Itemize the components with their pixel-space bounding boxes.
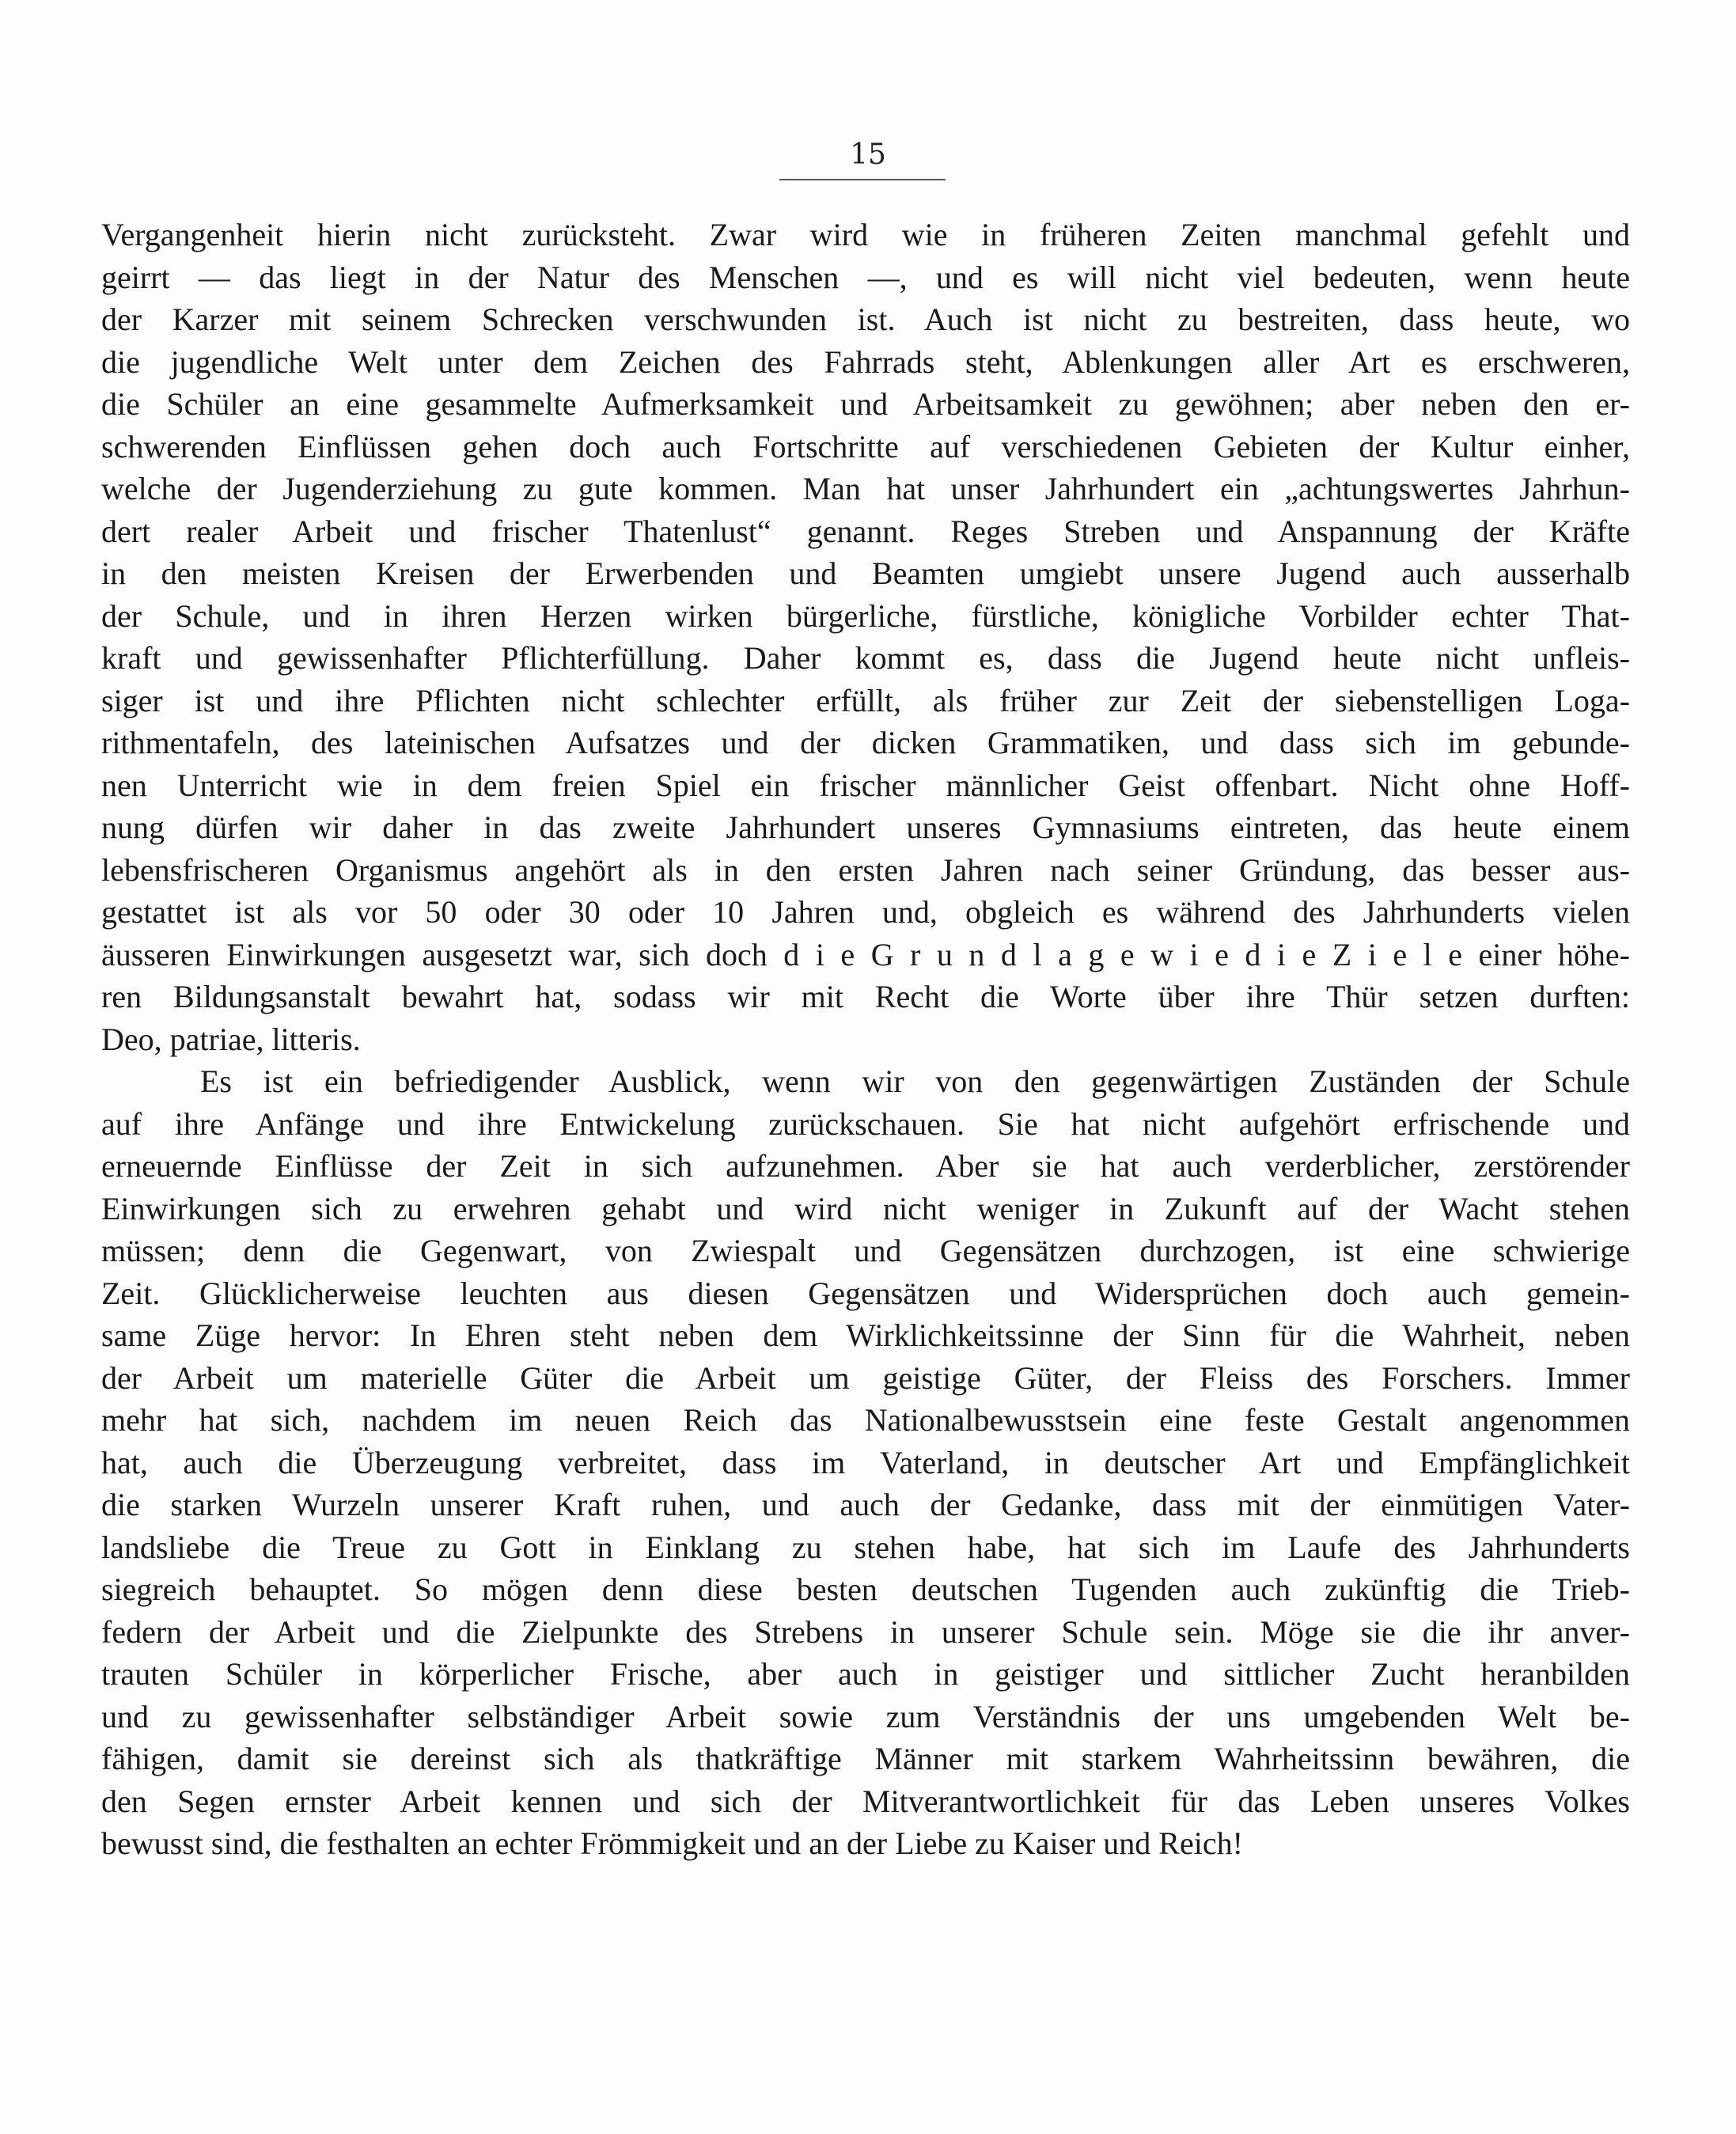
text-line: Einwirkungen sich zu erwehren gehabt und wird nicht weniger in Zukunft auf der Wacht stehen — [101, 1190, 1630, 1226]
text-line: lebensfrischeren Organismus angehört als in den ersten Jahren nach seiner Gründung, das besser aus- — [101, 851, 1630, 888]
text-line: kraft und gewissenhafter Pflichterfüllung. Daher kommt es, dass die Jugend heute nicht unfleis- — [101, 640, 1630, 676]
text-line: ren Bildungsanstalt bewahrt hat, sodass wir mit Recht die Worte über ihre Thür setzen durften: — [101, 979, 1630, 1014]
text-line: landsliebe die Treue zu Gott in Einklang zu stehen habe, hat sich im Laufe des Jahrhunderts — [101, 1529, 1630, 1565]
text-line: die starken Wurzeln unserer Kraft ruhen, und auch der Gedanke, dass mit der einmütigen Vater- — [101, 1487, 1630, 1522]
text-line: schwerenden Einflüssen gehen doch auch Fortschritte auf verschiedenen Gebieten der Kultur einher, — [101, 428, 1630, 464]
text-line: fähigen, damit sie dereinst sich als thatkräftige Männer mit starkem Wahrheitssinn bewähren, die — [101, 1741, 1630, 1776]
text-line: Es ist ein befriedigender Ausblick, wenn wir von den gegenwärtigen Zuständen der Schule — [200, 1063, 1630, 1099]
text-line: die Schüler an eine gesammelte Aufmerksamkeit und Arbeitsamkeit zu gewöhnen; aber neben den er- — [101, 386, 1630, 422]
text-line: siegreich behauptet. So mögen denn diese besten deutschen Tugenden auch zukünftig die Trieb- — [101, 1571, 1630, 1607]
text-line: den Segen ernster Arbeit kennen und sich der Mitverantwortlichkeit für das Leben unseres Volkes — [101, 1783, 1630, 1819]
paragraph-1 — [101, 214, 1630, 1060]
text-line: erneuernde Einflüsse der Zeit in sich aufzunehmen. Aber sie hat auch verderblicher, zerstörender — [101, 1148, 1630, 1184]
text-line: Deo, patriae, litteris. — [101, 1021, 361, 1057]
page-number: 15 — [850, 138, 886, 171]
text-line: und zu gewissenhafter selbständiger Arbeit sowie zum Verständnis der uns umgebenden Welt be- — [101, 1698, 1630, 1734]
paragraph-2 — [101, 1060, 1630, 1865]
text-line: hat, auch die Überzeugung verbreitet, dass im Vaterland, in deutscher Art und Empfänglichkeit — [101, 1444, 1630, 1480]
text-line: rithmentafeln, des lateinischen Aufsatzes und der dicken Grammatiken, und dass sich im gebunde- — [101, 725, 1630, 760]
text-line: dert realer Arbeit und frischer Thatenlust“ genannt. Reges Streben und Anspannung der Kräfte — [101, 513, 1630, 549]
text-line: die jugendliche Welt unter dem Zeichen des Fahrrads steht, Ablenkungen aller Art es erschweren, — [101, 343, 1630, 380]
text-line: auf ihre Anfänge und ihre Entwickelung zurückschauen. Sie hat nicht aufgehört erfrischende und — [101, 1105, 1630, 1142]
page-number-rule — [779, 179, 946, 180]
text-line: siger ist und ihre Pflichten nicht schlechter erfüllt, als früher zur Zeit der siebenstelligen Loga- — [101, 682, 1630, 718]
text-line: mehr hat sich, nachdem im neuen Reich das Nationalbewusstsein eine feste Gestalt angenommen — [101, 1402, 1630, 1438]
text-line: Zeit. Glücklicherweise leuchten aus diesen Gegensätzen und Widersprüchen doch auch gemein- — [101, 1275, 1630, 1311]
text-line: welche der Jugenderziehung zu gute kommen. Man hat unser Jahrhundert ein „achtungswertes Jahrhun- — [101, 471, 1630, 506]
text-line: Vergangenheit hierin nicht zurücksteht. Zwar wird wie in früheren Zeiten manchmal gefehlt und — [101, 217, 1630, 252]
text-line: der Arbeit um materielle Güter die Arbeit um geistige Güter, der Fleiss des Forschers. Immer — [101, 1359, 1630, 1396]
text-line: same Züge hervor: In Ehren steht neben dem Wirklichkeitssinne der Sinn für die Wahrheit, neben — [101, 1317, 1630, 1353]
text-line: in den meisten Kreisen der Erwerbenden und Beamten umgiebt unsere Jugend auch ausserhalb — [101, 555, 1630, 591]
text-line: der Karzer mit seinem Schrecken verschwunden ist. Auch ist nicht zu bestreiten, dass heute, wo — [101, 301, 1630, 337]
text-line: gestattet ist als vor 50 oder 30 oder 10 Jahren und, obgleich es während des Jahrhunderts vielen — [101, 894, 1630, 930]
text-line: bewusst sind, die festhalten an echter Frömmigkeit und an der Liebe zu Kaiser und Reich! — [101, 1825, 1243, 1861]
body-text — [101, 214, 1630, 1865]
text-line: trauten Schüler in körperlicher Frische, aber auch in geistiger und sittlicher Zucht heranbilden — [101, 1656, 1630, 1692]
text-line: äusseren Einwirkungen ausgesetzt war, sich doch d i e G r u n d l a g e w i e d i e Z i e l e einer höhe- — [101, 936, 1630, 972]
text-line: müssen; denn die Gegenwart, von Zwiespalt und Gegensätzen durchzogen, ist eine schwierige — [101, 1233, 1630, 1268]
text-line: nung dürfen wir daher in das zweite Jahrhundert unseres Gymnasiums eintreten, das heute einem — [101, 809, 1630, 845]
text-line: geirrt — das liegt in der Natur des Menschen —, und es will nicht viel bedeuten, wenn heute — [101, 259, 1630, 295]
text-line: federn der Arbeit und die Zielpunkte des Strebens in unserer Schule sein. Möge sie die ihr anver- — [101, 1613, 1630, 1650]
text-line: nen Unterricht wie in dem freien Spiel ein frischer männlicher Geist offenbart. Nicht ohne Hoff- — [101, 767, 1630, 803]
text-line: der Schule, und in ihren Herzen wirken bürgerliche, fürstliche, königliche Vorbilder echter That- — [101, 597, 1630, 634]
